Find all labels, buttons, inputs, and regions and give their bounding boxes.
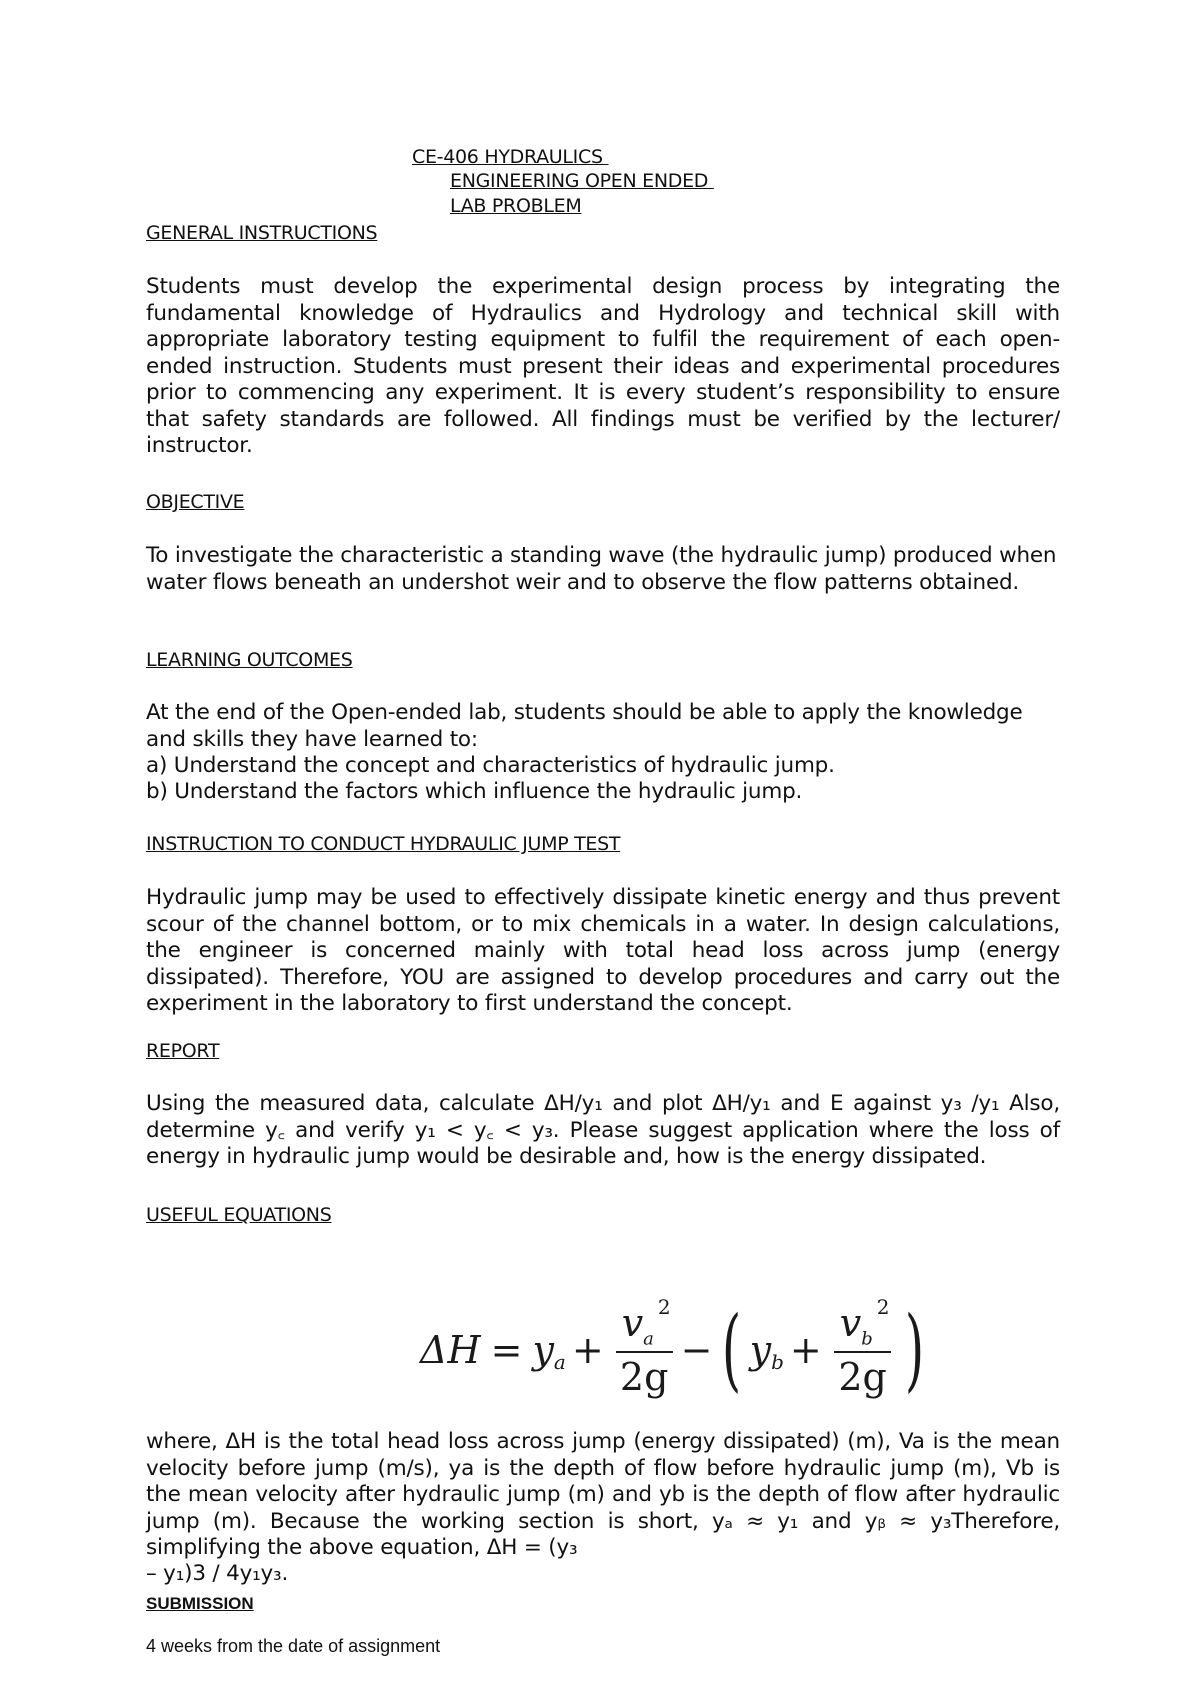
general-instructions-text: Students must develop the experimental design process by integrating the fundamental knowledge of Hydraulics and Hydrology and technical skill with appropriate laboratory testing equipment to fulfil the requirement of each open-ended instruction. Students must present their ideas and experimental procedures prior to commencing any experiment. It is every student’s responsibility to ensure that safety standards are followed. All findings must be verified by the lecturer/ instructor. [146,274,1060,458]
eq-yb: y [749,1328,772,1372]
lab-title-line: ENGINEERING OPEN ENDED [450,170,714,192]
eq-plus-2: + [789,1328,822,1372]
left-paren: ( [722,1297,742,1402]
head-loss-equation [420,1290,925,1410]
eq-equals: = [490,1328,523,1372]
useful-equations-heading: USEFUL EQUATIONS [146,1204,332,1226]
eq-minus: − [680,1328,713,1372]
report-heading: REPORT [146,1040,220,1062]
objective-text: To investigate the characteristic a standing wave (the hydraulic jump) produced when water flows beneath an undershot weir and to observe the flow patterns obtained. [146,543,1057,595]
eq-fraction-b [834,1295,892,1400]
submission-text: 4 weeks from the date of assignment [146,1636,441,1656]
course-title: CE-406 HYDRAULICS [412,146,609,168]
eq-va: v [621,1300,644,1345]
right-paren: ) [905,1297,925,1402]
lab-title-line-2: LAB PROBLEM [450,195,582,217]
equation-explanation: where, ΔH is the total head loss across jump (energy dissipated) (m), Va is the mean velocity before jump (m/s), ya is the depth of flow before hydraulic jump (m), Vb is the mean velocity after hydraulic jump (m) and yb is the depth of flow after hydraulic jump (m). Because the working section is short, yₐ ≈ y₁ and yᵦ ≈ y₃Therefore, simplifying the above equation, ΔH = (y₃ [146,1429,1060,1560]
eq-exp-a: 2 [657,1295,671,1320]
submission-heading: SUBMISSION [146,1594,254,1613]
eq-fraction-a [616,1295,673,1400]
eq-den-b: 2g [838,1355,887,1400]
outcome-item: a) Understand the concept and characteristics of hydraulic jump. [146,753,835,778]
learning-outcomes-intro: At the end of the Open-ended lab, students should be able to apply the knowledge and skills they have learned to: [146,700,1023,752]
eq-ya-sub: a [553,1350,566,1374]
eq-vb-sub: b [861,1328,873,1350]
general-instructions-heading: GENERAL INSTRUCTIONS [146,222,378,244]
eq-plus: + [571,1328,604,1372]
objective-heading: OBJECTIVE [146,491,245,513]
instruction-text: Hydraulic jump may be used to effectively dissipate kinetic energy and thus prevent scour of the channel bottom, or to mix chemicals in a water. In design calculations, the engineer is concerned mainly with total head loss across jump (energy dissipated). Therefore, YOU are assigned to develop procedures and carry out the experiment in the laboratory to first understand the concept. [146,885,1060,1016]
report-text: Using the measured data, calculate ΔH/y₁ and plot ΔH/y₁ and E against y₃ /y₁ Also, determine y꜀ and verify y₁ < y꜀ < y₃. Please suggest application where the loss of energy in hydraulic jump would be desirable and, how is the energy dissipated. [146,1091,1060,1169]
learning-outcomes-heading: LEARNING OUTCOMES [146,649,353,671]
eq-va-sub: a [643,1328,654,1350]
eq-ya: y [532,1328,554,1372]
eq-exp-b: 2 [876,1295,890,1320]
instruction-heading: INSTRUCTION TO CONDUCT HYDRAULIC JUMP TEST [146,833,621,855]
eq-yb-sub: b [771,1350,784,1374]
outcome-item: b) Understand the factors which influence the hydraulic jump. [146,779,803,804]
eq-vb: v [839,1300,862,1345]
eq-den-a: 2g [619,1355,669,1400]
equation-explanation-tail: – y₁)3 / 4y₁y₃. [146,1561,289,1586]
eq-delta-h: ΔH [420,1328,481,1372]
